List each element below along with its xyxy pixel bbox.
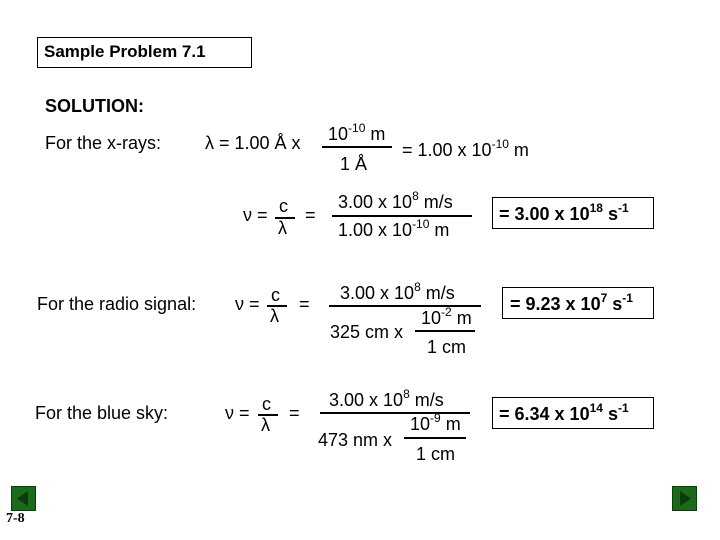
sky-inner-numerator: $10^{-9}$ m bbox=[410, 411, 461, 434]
sky-label: For the blue sky: bbox=[35, 403, 169, 423]
radio-label: For the radio signal: bbox=[37, 294, 197, 314]
xray-conv-denominator: 1 Å bbox=[340, 154, 368, 174]
xray-conv-numerator: $10^{-10}$ m bbox=[328, 121, 386, 144]
sky-den-left: 473 nm x bbox=[318, 430, 393, 450]
sky-answer: = 6.34 x $10^{14}$ $s^{-1}$ bbox=[499, 401, 629, 424]
sky-c: c bbox=[262, 394, 271, 414]
radio-c: c bbox=[271, 285, 280, 305]
xray-answer: = 3.00 x $10^{18}$ $s^{-1}$ bbox=[499, 201, 629, 224]
radio-inner-denominator: 1 cm bbox=[427, 337, 467, 357]
sky-nu-eq: ν = bbox=[225, 403, 250, 423]
radio-numerator: 3.00 x $10^8$ m/s bbox=[340, 280, 455, 303]
xray-label: For the x-rays: bbox=[45, 133, 162, 153]
triangle-left-icon bbox=[12, 487, 35, 510]
radio-inner-fraction-bar bbox=[415, 330, 475, 332]
radio-nu-eq: ν = bbox=[235, 294, 260, 314]
radio-fraction-bar bbox=[329, 305, 481, 307]
radio-inner-numerator: $10^{-2}$ m bbox=[421, 305, 472, 328]
xray-freq-denominator: 1.00 x $10^{-10}$ m bbox=[338, 217, 450, 240]
triangle-right-icon bbox=[673, 487, 696, 510]
xray-freq-fraction-bar bbox=[332, 215, 472, 217]
sky-inner-denominator: 1 cm bbox=[416, 444, 456, 464]
sky-numerator: 3.00 x $10^8$ m/s bbox=[329, 387, 444, 410]
xray-nu-eq: ν = bbox=[243, 205, 268, 225]
page-number: 7-8 bbox=[6, 511, 25, 526]
xray-freq-numerator: 3.00 x $10^8$ m/s bbox=[338, 189, 453, 212]
sky-eq: = bbox=[289, 403, 300, 423]
next-slide-button[interactable] bbox=[672, 486, 697, 511]
xray-lambda-expr: λ = 1.00 Å x bbox=[205, 133, 301, 153]
radio-answer: = 9.23 x $10^7$ $s^{-1}$ bbox=[510, 291, 633, 314]
xray-conv-fraction-bar bbox=[322, 146, 392, 148]
xray-lambda: λ bbox=[278, 218, 287, 238]
sky-inner-fraction-bar bbox=[404, 437, 466, 439]
radio-den-left: 325 cm x bbox=[330, 322, 404, 342]
page-title: Sample Problem 7.1 bbox=[37, 37, 252, 68]
xray-c: c bbox=[279, 196, 288, 216]
radio-eq: = bbox=[299, 294, 310, 314]
xray-lambda-result: = 1.00 x $10^{-10}$ m bbox=[402, 137, 529, 160]
xray-eq: = bbox=[305, 205, 316, 225]
prev-slide-button[interactable] bbox=[11, 486, 36, 511]
radio-lambda: λ bbox=[270, 306, 279, 326]
solution-label: SOLUTION: bbox=[45, 96, 144, 116]
sky-lambda: λ bbox=[261, 415, 270, 435]
